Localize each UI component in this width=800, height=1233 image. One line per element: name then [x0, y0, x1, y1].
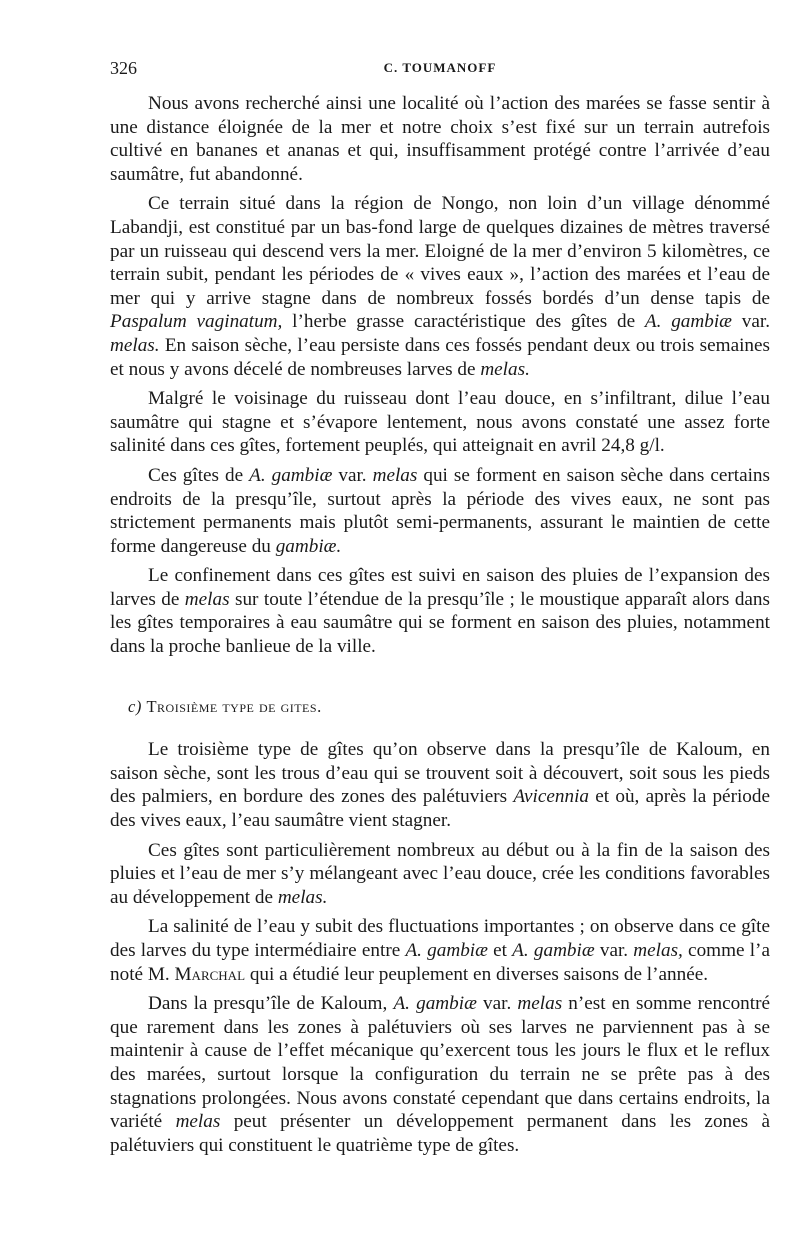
- paragraph: [110, 564, 770, 658]
- paragraph: [110, 992, 770, 1157]
- text-run: et où, après la période des vives eaux, l’eau saumâtre vient stagner.: [110, 786, 771, 832]
- text-run: l’herbe grasse caractéristique des gîtes de: [282, 311, 645, 333]
- section-letter: c): [128, 696, 142, 716]
- text-run: var.: [594, 940, 634, 961]
- text-run: var.: [476, 993, 518, 1015]
- text-run: En saison sèche, l’eau persiste dans ces fossés pendant deux ou trois semaines et nous y avons décelé de nombreuses larves de: [110, 334, 770, 380]
- text-run: sur toute l’étendue de la presqu’île ; le moustique apparaît alors dans les gîtes temporaires à eau saumâtre qui se forment en saison des pluies, notamment dans la proche banlieue de la ville.: [110, 588, 770, 658]
- text-run: var.: [731, 311, 770, 333]
- italic-run: A. gambiæ: [249, 464, 333, 486]
- text-run: var.: [332, 464, 373, 486]
- running-head: [110, 58, 770, 80]
- text-run: comme l’a noté M.: [110, 940, 770, 985]
- paragraph-group-1: [110, 92, 770, 659]
- italic-run: A. gambiæ: [393, 993, 477, 1015]
- italic-run: melas: [372, 464, 418, 486]
- italic-run: Avicennia: [513, 786, 589, 808]
- italic-run: melas: [175, 1111, 221, 1133]
- body-text: [110, 92, 770, 1163]
- text-run: Le troisième type de gîtes qu’on observe dans la presqu’île de Kaloum, en saison sèche, sont les trous d’eau qui se trouvent soit à découvert, soit sous les pieds des palmiers, en bordure des zones des palétuviers: [110, 739, 770, 808]
- italic-run: melas: [517, 993, 563, 1015]
- paragraph: [110, 92, 770, 186]
- text-run: La salinité de l’eau y subit des fluctuations importantes ; on observe dans ce gîte des larves du type intermédiaire entre: [110, 916, 770, 961]
- text-run: qui se forment en saison sèche dans certains endroits de la presqu’île, surtout après la période des vives eaux, ne sont pas strictement permanents mais plutôt semi-permanents, assurant le maintien de cette forme dangereuse du: [110, 464, 770, 557]
- italic-run: A. gambiæ: [405, 940, 488, 961]
- italic-run: A. gambiæ: [644, 311, 732, 333]
- italic-run: melas.: [480, 358, 530, 380]
- page-number: 326: [110, 58, 137, 78]
- text-run: Malgré le voisinage du ruisseau dont l’eau douce, en s’infiltrant, dilue l’eau saumâtre qui stagne et s’évapore lentement, nous avons constaté une assez forte salinité dans ces gîtes, fortement peuplés, qui atteignait en avril 24,8 g/l.: [110, 388, 770, 457]
- paragraph: [110, 464, 770, 558]
- paragraph: [110, 839, 770, 910]
- paragraph-group-2: [110, 738, 770, 1157]
- text-run: qui a étudié leur peuplement en diverses saisons de l’année.: [245, 963, 709, 985]
- italic-run: Paspalum vaginatum,: [110, 311, 283, 333]
- text-run: Ces gîtes sont particulièrement nombreux au début ou à la fin de la saison des pluies et l’eau de mer s’y mélangeant avec l’eau douce, crée les conditions favorables au développement de: [110, 839, 770, 908]
- text-run: Nous avons recherché ainsi une localité où l’action des marées se fasse sentir à une distance éloignée de la mer et notre choix s’est fixé sur un terrain autrefois cultivé en bananes et ananas et qui, insuffisamment protégé contre l’arrivée d’eau saumâtre, fut abandonné.: [110, 93, 770, 185]
- text-run: Le confinement dans ces gîtes est suivi en saison des pluies de l’expansion des larves de: [110, 565, 770, 610]
- paragraph: [110, 192, 770, 381]
- text-run: n’est en somme rencontré que rarement dans les zones à palétuviers où ses larves ne parviennent pas à se maintenir à cause de l’effet mécanique qu’exercent tous les jours le flux et le reflux des marées, surtout lorsque la configuration du terrain ne se prête pas à des stagnations prolongées. Nous avons constaté cependant que dans certains endroits, la variété: [110, 993, 771, 1133]
- section-title: Troisième type de gites.: [146, 696, 322, 716]
- text-run: Dans la presqu’île de Kaloum,: [148, 993, 394, 1015]
- text-run: peut présenter un développement permanent dans les zones à palétuviers qui constituent le quatrième type de gîtes.: [110, 1111, 770, 1156]
- text-run: et: [487, 940, 513, 961]
- paragraph: [110, 738, 770, 832]
- italic-run: melas.: [277, 886, 328, 908]
- text-run: Ce terrain situé dans la région de Nongo, non loin d’un village dénommé Labandji, est constitué par un bas-fond large de quelques dizaines de mètres traversé par un ruisseau qui descend vers la mer. Eloigné de la mer d’environ 5 kilomètres, ce terrain subit, pendant les périodes de « vives eaux », l’action des marées et l’eau de mer qui y arrive stagne dans de nombreux fossés bordés d’un dense tapis de: [110, 193, 770, 309]
- small-caps-run: Marchal: [174, 963, 246, 985]
- italic-run: melas,: [633, 940, 683, 961]
- italic-run: melas.: [110, 334, 160, 356]
- italic-run: melas: [184, 588, 230, 610]
- italic-run: gambiæ.: [275, 535, 342, 557]
- running-title: C. TOUMANOFF: [383, 60, 497, 75]
- section-heading: [110, 695, 770, 719]
- italic-run: A. gambiæ: [512, 940, 595, 961]
- paragraph: [110, 387, 770, 458]
- paragraph: [110, 915, 770, 986]
- text-run: Ces gîtes de: [148, 464, 250, 486]
